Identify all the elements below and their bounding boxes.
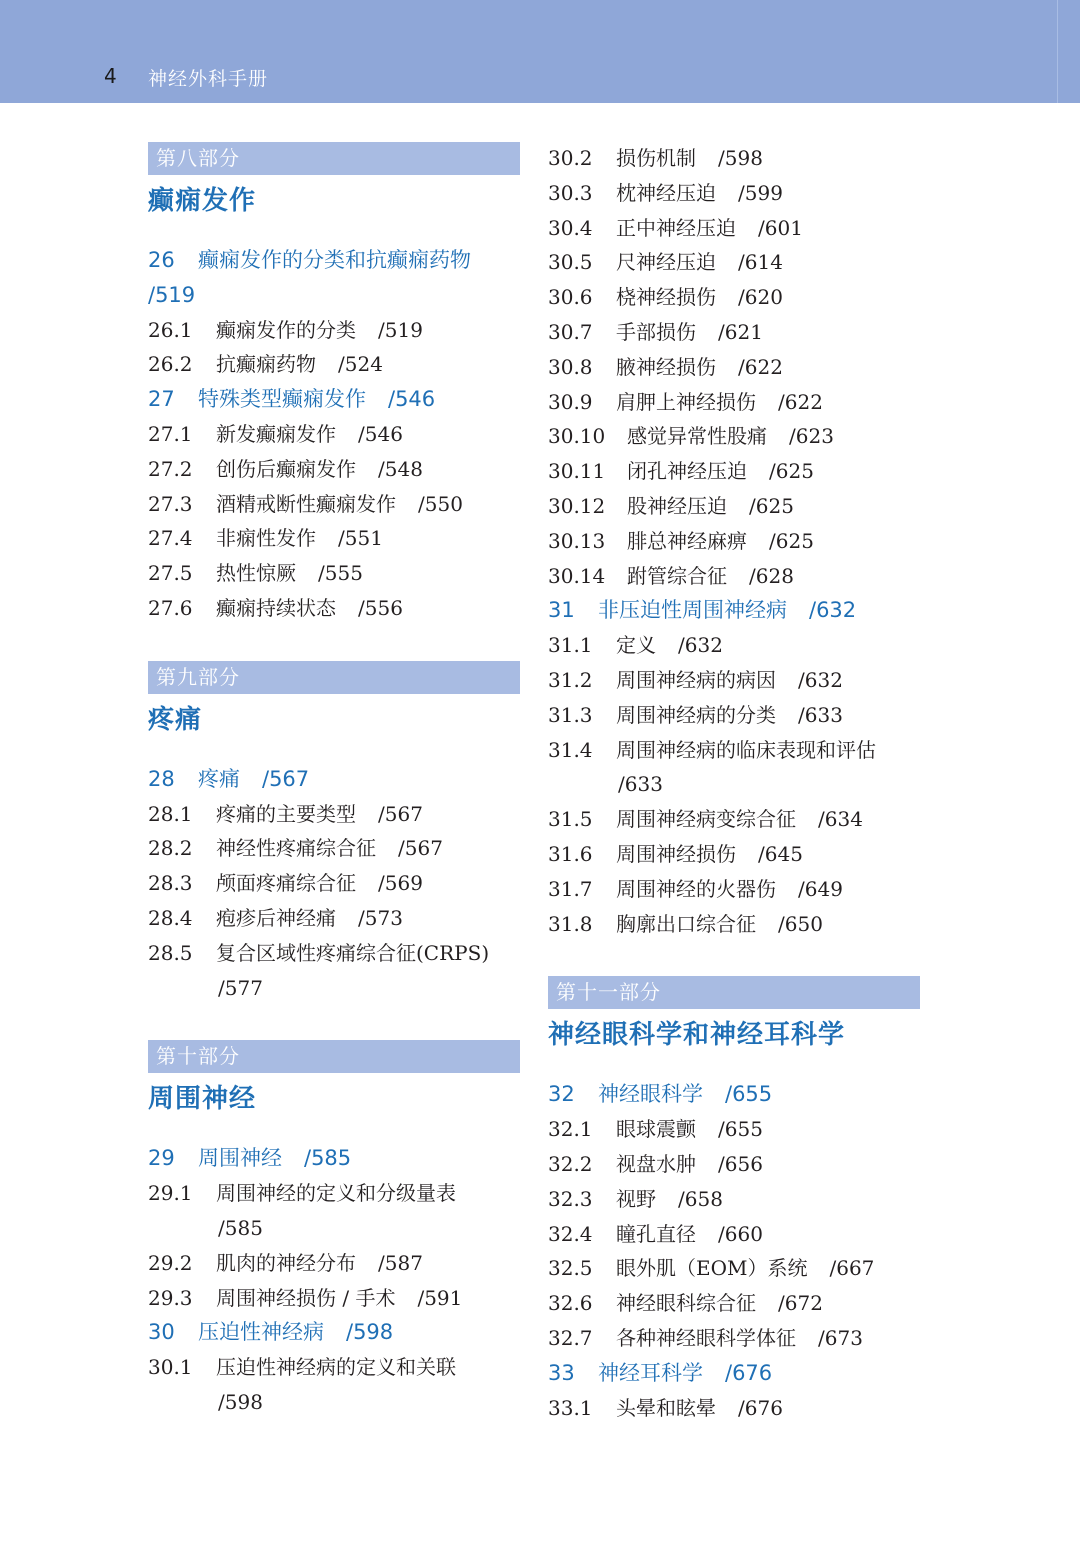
section-page: /598 [718,146,763,170]
section-page: /660 [718,1221,763,1246]
section-title: 复合区域性疼痛综合征(CRPS) [216,940,490,965]
part-spacer [148,1005,520,1040]
section-number: 26.1 [148,317,193,342]
section-page: /632 [798,667,843,692]
toc-section[interactable] [548,176,920,211]
chapter-title: 压迫性神经病 [198,1320,324,1345]
part-title: 疼痛 [148,704,203,735]
part-title-spacer [148,1121,520,1141]
section-page: /519 [378,317,423,342]
section-number: 29.1 [148,1181,193,1206]
section-title: 肌肉的神经分布 [216,1250,356,1275]
part-title-spacer [548,1057,920,1077]
toc-section[interactable] [548,907,920,942]
section-title: 眼球震颤 [616,1117,696,1142]
section-number: 30.8 [548,354,593,379]
section-title: 周围神经病的分类 [616,702,776,727]
toc-section[interactable] [548,1286,920,1321]
section-title: 闭孔神经压迫 [627,459,747,484]
section-number: 30.12 [548,493,606,518]
section-page: /621 [718,319,763,344]
section-number: 27.1 [148,421,193,446]
section-page: /622 [738,354,783,379]
toc-section[interactable] [148,556,520,591]
section-number: 30.2 [548,146,593,170]
section-title: 非痫性发作 [216,526,316,551]
toc-section[interactable] [548,1321,920,1356]
section-title: 周围神经的火器伤 [616,876,776,901]
toc-section[interactable] [148,313,520,348]
section-page: /625 [769,528,814,553]
section-number: 27.3 [148,491,193,516]
chapter-number: 31 [548,598,575,623]
section-number: 26.2 [148,352,193,377]
section-number: 30.9 [548,389,593,414]
toc-section[interactable] [148,521,520,556]
section-number: 28.1 [148,801,193,826]
chapter-number: 29 [148,1146,175,1171]
toc-section[interactable] [548,1391,920,1426]
section-number: 32.3 [548,1186,593,1211]
section-page: /650 [778,911,823,936]
section-number: 28.3 [148,871,193,896]
section-title: 酒精戒断性癫痫发作 [216,491,396,516]
section-title: 周围神经病的病因 [616,667,776,692]
toc-section[interactable] [548,837,920,872]
toc-section[interactable] [548,245,920,280]
section-number: 27.4 [148,526,193,551]
section-number: 31.6 [548,841,593,866]
section-page: /548 [378,456,423,481]
section-page: /598 [218,1389,263,1414]
chapter-number: 33 [548,1360,575,1385]
section-number: 30.10 [548,424,606,449]
chapter-title: 神经眼科学 [598,1082,703,1107]
section-number: 27.6 [148,595,193,620]
part-title: 癫痫发作 [148,186,257,216]
toc-section[interactable] [148,866,520,901]
section-title: 手部损伤 [616,319,696,344]
section-page: /649 [798,876,843,901]
section-title: 热性惊厥 [216,561,296,586]
toc-section[interactable] [548,1147,920,1182]
section-number: 32.2 [548,1151,593,1176]
section-title: 感觉异常性股痛 [627,424,767,449]
section-number: 31.7 [548,876,593,901]
section-number: 33.1 [548,1395,593,1420]
section-number: 30.5 [548,250,593,275]
section-page: /623 [789,424,834,449]
chapter-number: 26 [148,248,175,272]
section-page: /655 [718,1117,763,1142]
toc-section[interactable] [148,1281,520,1316]
section-title: 颅面疼痛综合征 [216,871,356,896]
toc-section-page-line[interactable] [148,1385,520,1420]
toc-section[interactable] [548,698,920,733]
toc-left-column [148,142,520,1420]
section-page: /601 [758,215,803,240]
section-title: 癫痫持续状态 [216,595,336,620]
part-label: 第九部分 [148,661,520,694]
chapter-title: 特殊类型癫痫发作 [198,387,366,412]
toc-section[interactable] [148,591,520,626]
chapter-title: 疼痛 [198,766,240,791]
toc-chapter[interactable] [148,382,520,417]
section-number: 29.3 [148,1285,193,1310]
section-page: /591 [417,1285,463,1310]
toc-section[interactable] [548,141,920,176]
toc-section[interactable] [548,419,920,454]
section-title: 周围神经病变综合征 [616,807,796,832]
section-title: 胸廓出口综合征 [616,911,756,936]
chapter-number: 30 [148,1320,175,1345]
section-title: 压迫性神经病的定义和关联 [216,1355,456,1380]
section-page: /632 [678,633,723,658]
section-page: /634 [818,807,863,832]
section-number: 28.4 [148,905,193,930]
toc-section[interactable] [548,559,920,594]
part-title-spacer [148,742,520,762]
section-title: 癫痫发作的分类 [216,317,356,342]
toc-section[interactable] [548,211,920,246]
toc-section[interactable] [148,1246,520,1281]
toc-section[interactable] [548,733,920,768]
section-page: /645 [758,841,803,866]
toc-chapter[interactable] [148,1141,520,1176]
section-number: 30.1 [148,1355,193,1380]
section-number: 27.5 [148,561,193,586]
chapter-page: /585 [304,1146,352,1171]
section-title: 腓总神经麻痹 [627,528,747,553]
section-title: 股神经压迫 [627,493,727,518]
toc-right-column [548,141,920,1425]
toc-chapter[interactable] [548,593,920,628]
section-title: 尺神经压迫 [616,250,716,275]
section-page: /628 [749,563,794,588]
section-page: /633 [798,702,843,727]
section-page: /673 [818,1325,863,1350]
section-number: 30.3 [548,180,593,205]
toc-section[interactable] [148,936,520,971]
section-page: /573 [358,905,403,930]
toc-section[interactable] [548,1112,920,1147]
chapter-page: /655 [725,1082,773,1107]
section-page: /667 [829,1256,875,1281]
section-number: 28.5 [148,940,193,965]
toc-chapter[interactable] [148,1315,520,1350]
toc-section[interactable] [148,1176,520,1211]
toc-section[interactable] [148,797,520,832]
section-page: /676 [738,1395,783,1420]
toc-section[interactable] [548,802,920,837]
section-page: /577 [218,975,263,1000]
section-page: /569 [378,871,423,896]
section-number: 30.13 [548,528,606,553]
section-page: /567 [398,836,443,861]
section-title: 疼痛的主要类型 [216,801,356,826]
section-number: 32.4 [548,1221,593,1246]
toc-section[interactable] [548,280,920,315]
section-page: /614 [738,250,783,275]
toc-section[interactable] [548,524,920,559]
section-number: 30.11 [548,459,606,484]
toc-section-page-line[interactable] [148,1211,520,1246]
toc-chapter[interactable] [148,243,520,278]
toc-section[interactable] [548,489,920,524]
toc-section[interactable] [148,831,520,866]
chapter-title: 神经耳科学 [598,1360,703,1385]
section-number: 31.3 [548,702,593,727]
toc-section[interactable] [548,454,920,489]
book-title: 神经外科手册 [148,68,269,90]
part-title-spacer [148,223,520,243]
toc-section[interactable] [548,350,920,385]
section-number: 30.4 [548,215,593,240]
section-title: 周围神经的定义和分级量表 [216,1181,456,1206]
header-divider [1057,0,1058,103]
section-title: 周围神经病的临床表现和评估 [616,737,876,762]
section-page: /524 [338,352,383,377]
section-title: 肩胛上神经损伤 [616,389,756,414]
section-title: 枕神经压迫 [616,180,716,205]
toc-section[interactable] [148,901,520,936]
chapter-number: 28 [148,766,175,791]
toc-section[interactable] [148,452,520,487]
section-number: 32.1 [548,1117,593,1142]
page-number: 4 [104,64,117,88]
chapter-title: 癫痫发作的分类和抗癫痫药物 [198,248,471,272]
section-title: 视野 [616,1186,656,1211]
section-title: 定义 [616,633,656,658]
toc-chapter[interactable] [148,762,520,797]
toc-chapter[interactable] [548,1077,920,1112]
chapter-page: /598 [346,1320,394,1345]
section-number: 31.2 [548,667,593,692]
toc-section[interactable] [548,1217,920,1252]
section-number: 29.2 [148,1250,193,1275]
section-title: 腋神经损伤 [616,354,716,379]
section-page: /550 [418,491,463,516]
section-page: /599 [738,180,783,205]
toc-section[interactable] [548,663,920,698]
chapter-number: 32 [548,1082,575,1107]
section-page: /658 [678,1186,723,1211]
section-page: /585 [218,1215,263,1240]
section-page: /620 [738,285,783,310]
section-title: 视盘水肿 [616,1151,696,1176]
section-number: 27.2 [148,456,193,481]
toc-section[interactable] [148,347,520,382]
section-number: 32.6 [548,1291,593,1316]
section-title: 眼外肌（EOM）系统 [616,1256,808,1281]
section-title: 正中神经压迫 [616,215,736,240]
part-label: 第八部分 [148,142,520,175]
section-number: 31.5 [548,807,593,832]
section-number: 31.8 [548,911,593,936]
toc-section[interactable] [548,385,920,420]
section-title: 抗癫痫药物 [216,352,316,377]
toc-section[interactable] [548,315,920,350]
chapter-page: /632 [809,598,857,623]
section-title: 神经性疼痛综合征 [216,836,376,861]
section-title: 头晕和眩晕 [616,1395,716,1420]
toc-chapter-page-line[interactable] [148,278,520,313]
section-page: /587 [378,1250,423,1275]
toc-section[interactable] [148,1350,520,1385]
section-page: /625 [769,459,814,484]
toc-section[interactable] [548,628,920,663]
section-number: 30.6 [548,285,593,310]
section-title: 损伤机制 [616,146,696,170]
section-number: 31.4 [548,737,593,762]
part-spacer [148,626,520,661]
section-page: /551 [338,526,383,551]
section-page: /633 [618,772,663,797]
part-title: 周围神经 [148,1084,257,1115]
section-title: 新发癫痫发作 [216,421,336,446]
toc-chapter[interactable] [548,1356,920,1391]
section-title: 跗管综合征 [627,563,727,588]
section-title: 各种神经眼科学体征 [616,1325,796,1350]
section-title: 桡神经损伤 [616,285,716,310]
section-page: /625 [749,493,794,518]
section-page: /567 [378,801,423,826]
section-title: 周围神经损伤 [616,841,736,866]
section-title: 创伤后癫痫发作 [216,456,356,481]
toc-section[interactable] [148,417,520,452]
toc-section[interactable] [548,872,920,907]
section-title: 神经眼科综合征 [616,1291,756,1316]
toc-section[interactable] [548,1182,920,1217]
section-page: /656 [718,1151,763,1176]
section-page: /622 [778,389,823,414]
section-number: 30.14 [548,563,606,588]
chapter-number: 27 [148,387,175,412]
chapter-page: /676 [725,1360,773,1385]
section-page: /672 [778,1291,823,1316]
section-number: 28.2 [148,836,193,861]
toc-section[interactable] [148,487,520,522]
section-number: 31.1 [548,633,593,658]
part-label: 第十部分 [148,1040,520,1073]
section-number: 30.7 [548,319,593,344]
section-title: 疱疹后神经痛 [216,905,336,930]
chapter-title: 非压迫性周围神经病 [598,598,787,623]
section-page: /546 [358,421,403,446]
chapter-page: /567 [262,766,310,791]
section-number: 32.5 [548,1256,593,1281]
toc-section[interactable] [548,1251,920,1286]
part-label: 第十一部分 [548,976,920,1009]
chapter-title: 周围神经 [198,1146,282,1171]
toc-section-page-line[interactable] [148,971,520,1006]
section-page: /555 [318,561,363,586]
toc-section-page-line[interactable] [548,767,920,802]
section-page: /556 [358,595,403,620]
section-title: 瞳孔直径 [616,1221,696,1246]
chapter-page: /519 [148,282,196,307]
chapter-page: /546 [388,387,436,412]
part-title: 神经眼科学和神经耳科学 [548,1020,846,1051]
part-spacer [548,941,920,976]
section-number: 32.7 [548,1325,593,1350]
section-title: 周围神经损伤 / 手术 [216,1285,396,1310]
